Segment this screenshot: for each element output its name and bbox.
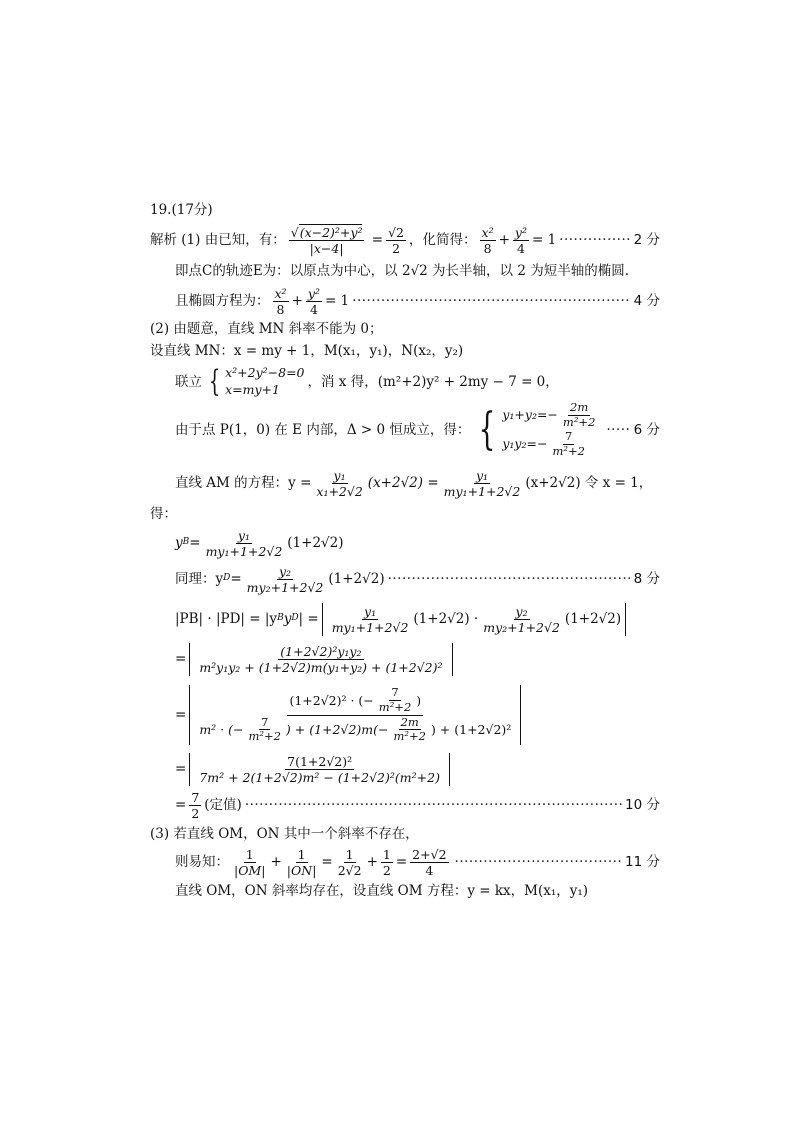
step2-line: = $\frac{\text{(1+2√2)²y₁y₂}}{\text{m²y₁y₂ + (1+2√2)m(y₁+y₂) + (1+2√2)²}}$	[175, 640, 660, 678]
simplify-text: ，化简得：	[409, 231, 477, 248]
am-equation-line: 直线 AM 的方程：y = $\frac{\text{y₁}}{\text{x₁+2√2}}$ (x+2√2) = $\frac{\text{y₁}}{\text{my₁+1+2√2}}$ (x+2√2) 令 x = 1，	[175, 467, 653, 499]
vieta-line: 由于点 P(1，0) 在 E 内部，Δ > 0 恒成立，得： { y₁+y₂=− $\frac{2m}{\text{m²+2}}$ y₁y₂=− $\frac{7}{\text{m²+2}}$ ····· 6 分	[175, 405, 660, 455]
vieta-system: { y₁+y₂=− $\frac{2m}{\text{m²+2}}$ y₁y₂=− $\frac{7}{\text{m²+2}}$	[478, 400, 596, 458]
dot-leader	[245, 798, 622, 813]
dot-leader	[559, 233, 630, 248]
dot-leader	[606, 423, 630, 438]
part3-last-line: 直线 OM，ON 斜率均存在，设直线 OM 方程：y = kx，M(x₁，y₁)	[175, 883, 589, 899]
dot-leader	[352, 294, 630, 309]
abs-value-bars: $\frac{\text{y₁}}{\text{my₁+1+2√2}}$ (1+2√2) · $\frac{\text{y₂}}{\text{my₂+1+2√2}}$ (1+2√2)	[322, 603, 626, 636]
distance-ratio-numerator: √(x−2)²+y²	[290, 225, 363, 240]
ellipse-y-term: $\frac{\text{y²}}{4}$	[514, 224, 527, 256]
locus-line	[175, 264, 660, 279]
ellipse-equation-line: 且椭圆方程为： $\frac{\text{x²}}{8}$ + $\frac{\text{y²}}{4}$ = 1 ····· 4 分	[175, 284, 660, 318]
ellipse-eq-rhs: = 1	[531, 231, 557, 248]
ellipse-x-term: $\frac{\text{x²}}{8}$	[481, 224, 494, 256]
yd-line: 同理：y D = $\frac{\text{y₂}}{\text{my₂+1+2√2}}$ (1+2√2) ····· 8 分	[175, 561, 660, 597]
set-line-mn: 设直线 MN：x = my + 1，M(x₁，y₁)，N(x₂，y₂)	[150, 343, 464, 359]
score-mark: 4 分	[633, 292, 660, 309]
yb-line: y B = $\frac{\text{y₁}}{\text{my₁+1+2√2}}$ (1+2√2)	[175, 527, 344, 559]
step3-line: = (1+2√2)² · (− $\frac{7}{\text{m²+2}}$ ) m² · (− $\frac{7}{\text{m²+2}}$ ) + (1+2√2)m(− $\frac{2m}{\text{m²+2}}$ ) + (1+2√2)²	[175, 683, 660, 747]
dot-leader	[455, 855, 622, 870]
brace-icon: {	[478, 404, 496, 455]
part1-lead: 解析 (1) 由已知，有：	[150, 231, 286, 248]
locus-text: 即点C的轨迹E为：以原点为中心，以 2√2 为长半轴，以 2 为短半轴的椭圆.	[175, 263, 630, 279]
final-value-line: = $\frac{7}{2}$ (定值) ····· 10 分	[175, 788, 660, 822]
part3-intro-line: (3) 若直线 OM，ON 其中一个斜率不存在，	[150, 826, 419, 842]
step4-line: = $\frac{\text{7(1+2√2)²}}{\text{7m² + 2(1+2√2)m² − (1+2√2)²(m²+2)}}$	[175, 750, 660, 788]
system-line: 联立 { x²+2y²−8=0 x=my+1 ，消 x 得，(m²+2)y² + 2my − 7 = 0，	[175, 364, 559, 399]
score-mark: 6 分	[633, 421, 660, 438]
brace-icon: {	[208, 364, 221, 399]
distance-ratio-denominator: |x−4|	[309, 241, 344, 256]
part3-sum-line: 则易知： $\frac{1}{|OM|}$ + $\frac{1}{|ON|}$ = $\frac{1}{2√2}$ + $\frac{1}{2}$ = $\frac{2+√2}{4}$ ····· 11 分	[175, 843, 660, 881]
ellipse-x-term: $\frac{\text{x²}}{8}$	[274, 285, 287, 317]
product-line: |PB| · |PD| = |y B y D | = $\frac{\text{y₁}}{\text{my₁+1+2√2}}$ (1+2√2) · $\frac{\text{y₂}}{\text{my₂+1+2√2}}$ (1+2√2)	[175, 600, 660, 638]
de-line: 得：	[150, 506, 177, 522]
dot-leader	[388, 572, 631, 587]
distance-ratio-fraction	[289, 224, 365, 256]
ellipse-text: 且椭圆方程为：	[175, 292, 270, 309]
score-mark: 2 分	[633, 231, 660, 248]
equation-system: { x²+2y²−8=0 x=my+1	[208, 364, 305, 399]
score-mark: 8 分	[633, 570, 660, 587]
problem-header	[150, 203, 660, 218]
part2-intro-line: (2) 由题意，直线 MN 斜率不能为 0；	[150, 321, 383, 337]
problem-header-text: 19.(17分)	[150, 202, 213, 218]
ellipse-y-term: $\frac{\text{y²}}{4}$	[307, 285, 320, 317]
ratio-value-fraction: $\frac{√2}{2}$	[388, 224, 405, 256]
score-mark: 10 分	[625, 796, 660, 813]
score-mark: 11 分	[625, 853, 660, 870]
part1-equation-line: 解析 (1) 由已知，有： $\frac{\text{√(x−2)²+y²}}{|x-4|}$ = $\frac{√2}{2}$ ，化简得： $\frac{\text{x²}}{8}$ + $\frac{\text{y²}}{4}$ = 1 ····· 2 分	[150, 218, 660, 262]
